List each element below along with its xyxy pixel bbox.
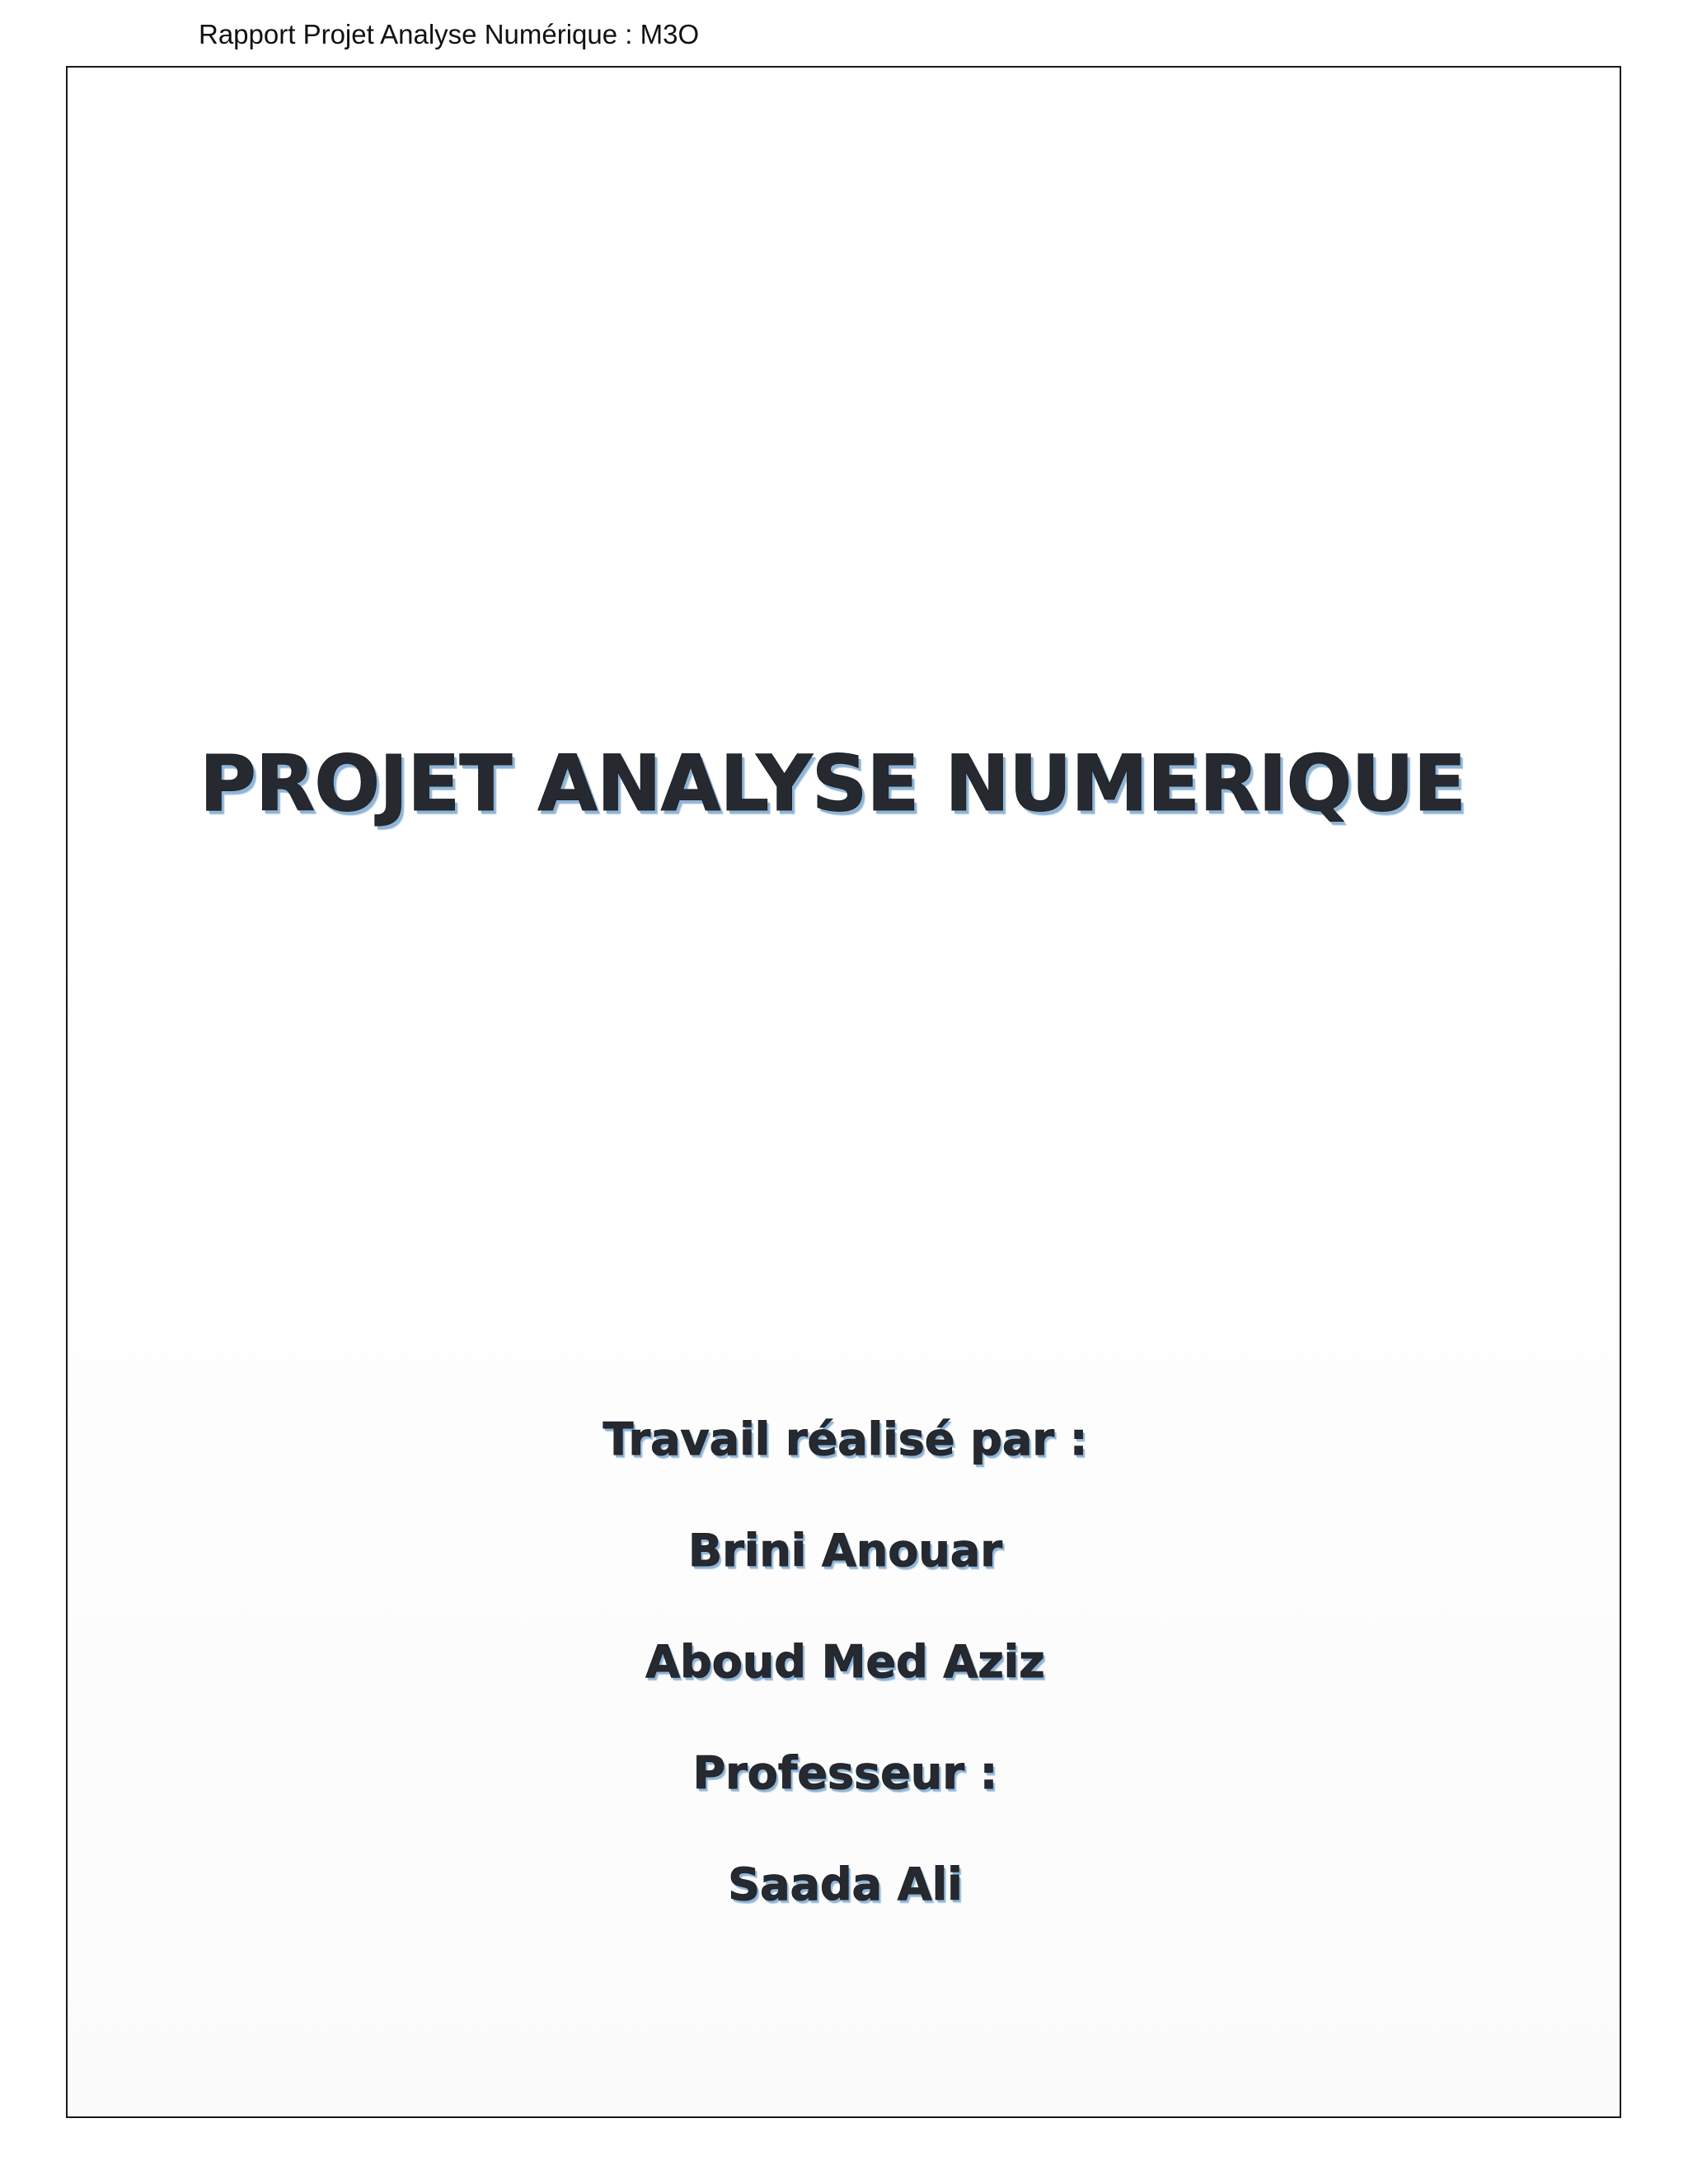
running-header: Rapport Projet Analyse Numérique : M3O <box>199 19 700 49</box>
document-title: PROJET ANALYSE NUMERIQUE <box>199 739 1465 829</box>
author-name: Aboud Med Aziz <box>645 1636 1045 1688</box>
professor-name: Saada Ali <box>728 1858 963 1910</box>
professor-label: Professeur : <box>692 1747 998 1799</box>
cover-page-frame <box>66 66 1621 2118</box>
credits-label: Travail réalisé par : <box>603 1413 1088 1465</box>
author-name: Brini Anouar <box>688 1525 1002 1577</box>
